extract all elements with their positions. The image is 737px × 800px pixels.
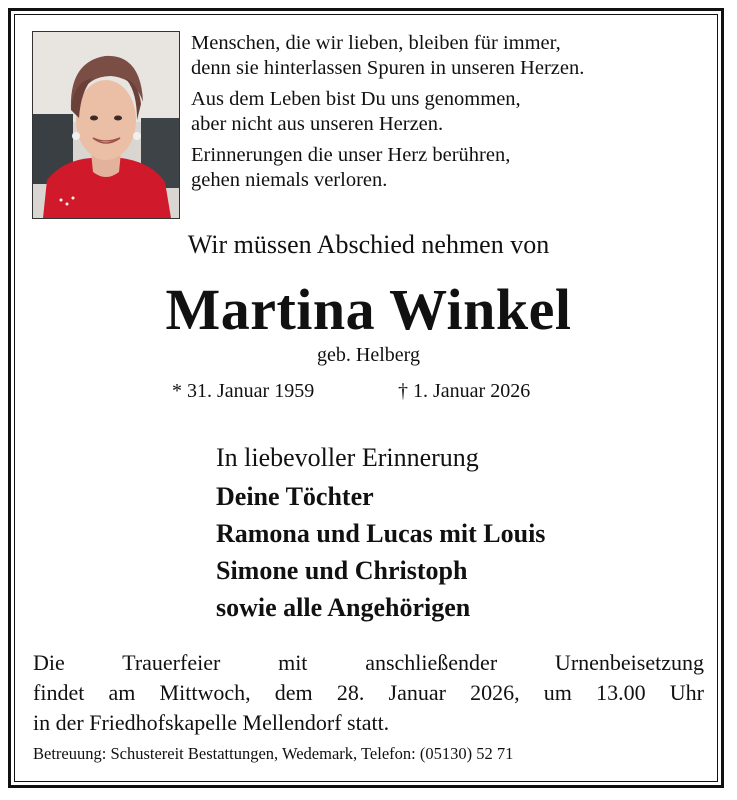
- mourner-line: Simone und Christoph: [216, 556, 468, 585]
- poem-stanza: Erinnerungen die unser Herz berühren, gehen niemals verloren.: [191, 144, 511, 191]
- birth-date: * 31. Januar 1959: [172, 380, 315, 402]
- farewell-intro: Wir müssen Abschied nehmen von: [187, 230, 550, 259]
- remembrance-heading: In liebevoller Erinnerung: [216, 443, 479, 472]
- poem-stanza: Aus dem Leben bist Du uns genommen, aber nicht aus unseren Herzen.: [191, 88, 521, 135]
- service-line: findet am Mittwoch, dem 28. Januar 2026, um 13.00 Uhr: [33, 680, 704, 705]
- poem: [191, 31, 711, 199]
- mourner-line: Deine Töchter: [216, 482, 374, 511]
- service-line: in der Friedhofskapelle Mellendorf statt.: [33, 710, 390, 735]
- death-date: † 1. Januar 2026: [398, 380, 531, 402]
- funeral-home-contact: Betreuung: Schustereit Bestattungen, Wedemark, Telefon: (05130) 52 71: [33, 744, 514, 763]
- mourners-block: [216, 442, 545, 626]
- deceased-name: Martina Winkel: [165, 277, 572, 342]
- maiden-name: geb. Helberg: [317, 344, 420, 366]
- service-announcement: [33, 648, 704, 738]
- mourner-line: sowie alle Angehörigen: [216, 593, 471, 622]
- service-line: Die Trauerfeier mit anschließender Urnenbeisetzung: [33, 650, 704, 675]
- mourner-line: Ramona und Lucas mit Louis: [216, 519, 546, 548]
- portrait-photo: [32, 31, 180, 219]
- portrait-illustration: [33, 32, 179, 218]
- poem-stanza: Menschen, die wir lieben, bleiben für immer, denn sie hinterlassen Spuren in unseren Herzen.: [191, 32, 585, 79]
